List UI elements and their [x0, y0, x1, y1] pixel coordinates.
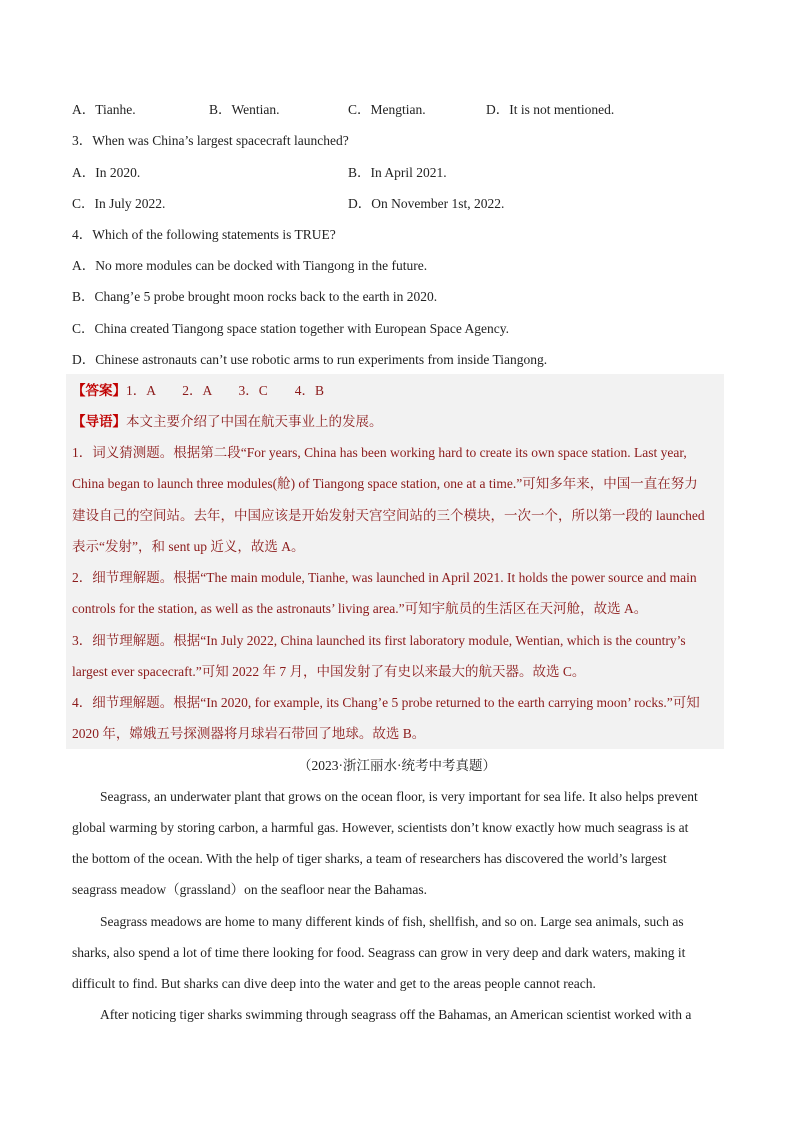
- q4-option-d: D．Chinese astronauts can’t use robotic arms to run experiments from inside Tiangong.: [72, 352, 548, 367]
- q3-option-a: A．In 2020.: [72, 165, 141, 180]
- explanation-line: 4．细节理解题。根据“In 2020, for example, its Chang’e 5 probe returned to the earth carrying moon’ rocks.”可知: [72, 695, 700, 710]
- guide-text: 本文主要介绍了中国在航天事业上的发展。: [126, 414, 383, 429]
- answer-text: 1．A 2．A 3．C 4．B: [126, 383, 325, 398]
- explanation-line: China began to launch three modules(舱) of Tiangong space station, one at a time.”可知多年来，中国一直在努力: [72, 476, 698, 491]
- guide-line: [72, 412, 383, 432]
- passage-line: After noticing tiger sharks swimming through seagrass off the Bahamas, an American scientist worked with a: [100, 1007, 692, 1022]
- source-note: （2023·浙江丽水·统考中考真题）: [298, 758, 496, 773]
- q2-option-d: D．It is not mentioned.: [486, 102, 615, 117]
- q3-option-c: C．In July 2022.: [72, 196, 166, 211]
- explanation-line: 2．细节理解题。根据“The main module, Tianhe, was launched in April 2021. It holds the power source and main: [72, 570, 697, 585]
- q4-stem: 4．Which of the following statements is TRUE?: [72, 227, 336, 242]
- guide-label: 【导语】: [72, 414, 126, 429]
- explanation-line: 建设自己的空间站。去年，中国应该是开始发射天宫空间站的三个模块，一次一个，所以第一段的 launched: [72, 508, 705, 523]
- answer-label: 【答案】: [72, 383, 126, 398]
- passage-line: the bottom of the ocean. With the help of tiger sharks, a team of researchers has discovered the world’s largest: [72, 851, 667, 866]
- q3-stem: 3．When was China’s largest spacecraft launched?: [72, 133, 349, 148]
- q4-option-b: B．Chang’e 5 probe brought moon rocks back to the earth in 2020.: [72, 289, 438, 304]
- q4-option-c: C．China created Tiangong space station together with European Space Agency.: [72, 321, 510, 336]
- passage-line: Seagrass meadows are home to many different kinds of fish, shellfish, and so on. Large sea animals, such as: [100, 914, 684, 929]
- q3-option-b: B．In April 2021.: [348, 165, 447, 180]
- answer-line: [72, 381, 324, 401]
- explanation-line: largest ever spacecraft.”可知 2022 年 7 月，中国发射了有史以来最大的航天器。故选 C。: [72, 664, 586, 679]
- passage-line: Seagrass, an underwater plant that grows on the ocean floor, is very important for sea life. It also helps prevent: [100, 789, 698, 804]
- q2-option-b: B．Wentian.: [209, 102, 280, 117]
- explanation-line: 表示“发射”，和 sent up 近义，故选 A。: [72, 539, 305, 554]
- passage-line: global warming by storing carbon, a harmful gas. However, scientists don’t know exactly how much seagrass is at: [72, 820, 689, 835]
- explanation-line: controls for the station, as well as the astronauts’ living area.”可知宇航员的生活区在天河舱，故选 A。: [72, 601, 648, 616]
- explanation-line: 1．词义猜测题。根据第二段“For years, China has been working hard to create its own space station. Last year,: [72, 445, 687, 460]
- q3-option-d: D．On November 1st, 2022.: [348, 196, 505, 211]
- passage-line: difficult to find. But sharks can dive deep into the water and get to the areas people cannot reach.: [72, 976, 596, 991]
- q2-option-c: C．Mengtian.: [348, 102, 426, 117]
- explanation-line: 2020 年，嫦娥五号探测器将月球岩石带回了地球。故选 B。: [72, 726, 426, 741]
- q2-option-a: A．Tianhe.: [72, 102, 136, 117]
- explanation-line: 3．细节理解题。根据“In July 2022, China launched its first laboratory module, Wentian, which is the country’s: [72, 633, 686, 648]
- q4-option-a: A．No more modules can be docked with Tiangong in the future.: [72, 258, 428, 273]
- passage-line: seagrass meadow（grassland）on the seafloor near the Bahamas.: [72, 882, 428, 897]
- passage-line: sharks, also spend a lot of time there looking for food. Seagrass can grow in very deep and dark waters, making it: [72, 945, 686, 960]
